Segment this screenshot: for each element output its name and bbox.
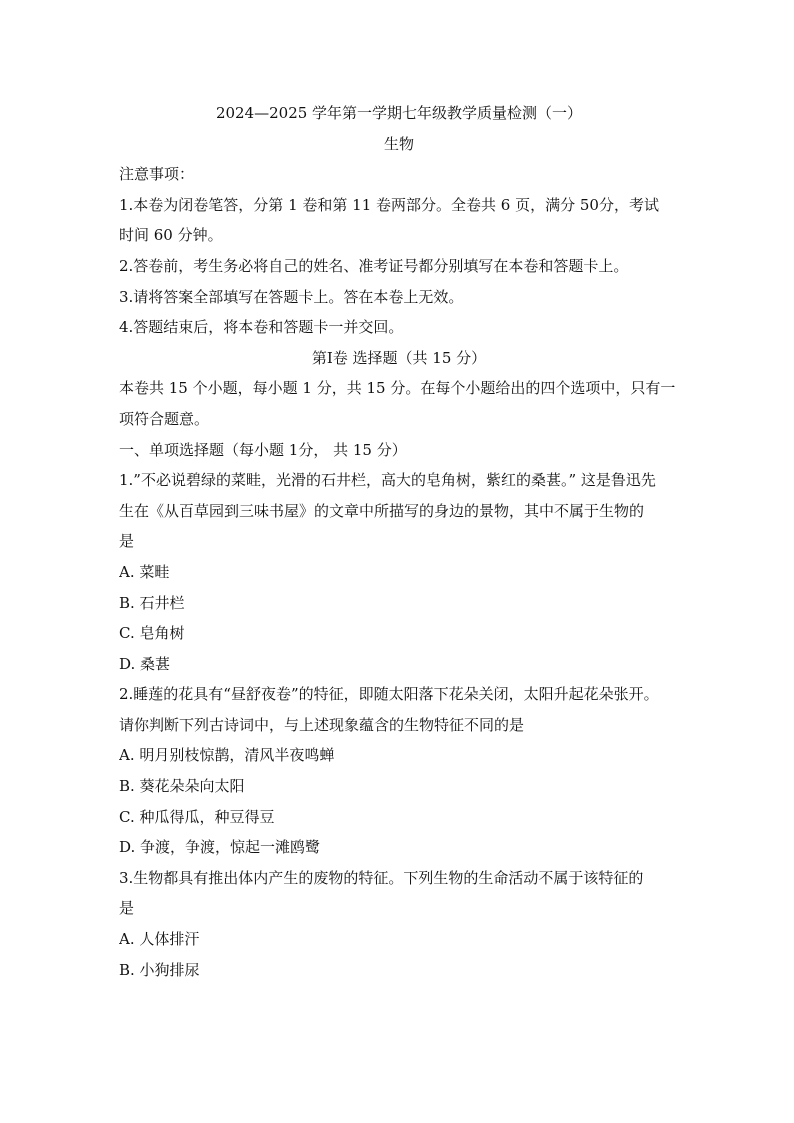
exam-title: 2024—2025 学年第一学期七年级教学质量检测（一） (215, 104, 583, 122)
question-2 (119, 679, 679, 863)
option-c: C. 种瓜得瓜，种豆得豆 (119, 807, 275, 826)
question-stem-line: 2.睡莲的花具有“昼舒夜卷”的特征，即随太阳落下花朵关闭，太阳升起花朵张开。 (119, 685, 659, 704)
option-d: D. 争渡，争渡，惊起一滩鸥鹭 (119, 838, 321, 857)
notice-line: 4.答题结束后，将本卷和答题卡一并交回。 (119, 318, 404, 337)
option-d: D. 桑葚 (119, 654, 171, 673)
question-stem-line: 3.生物都具有推出体内产生的废物的特征。下列生物的生命活动不属于该特征的 (119, 868, 644, 887)
notice-line: 时间 60 分钟。 (119, 226, 223, 245)
option-b: B. 石井栏 (119, 593, 185, 612)
option-b: B. 葵花朵朵向太阳 (119, 777, 245, 796)
option-a: A. 菜畦 (119, 562, 170, 581)
question-stem-line: 1.”不必说碧绿的菜畦，光滑的石井栏，高大的皂角树，紫红的桑葚。” 这是鲁迅先 (119, 471, 656, 490)
question-stem-line: 是 (119, 899, 135, 918)
section-intro-line: 本卷共 15 个小题，每小题 1 分，共 15 分。在每个小题给出的四个选项中，只有一 (119, 379, 676, 398)
option-a: A. 人体排汗 (119, 930, 200, 949)
question-stem-line: 是 (119, 532, 135, 551)
section-title: 第Ⅰ卷 选择题（共 15 分） (311, 348, 487, 367)
question-stem-line: 生在《从百草园到三味书屋》的文章中所描写的身边的景物，其中不属于生物的 (119, 501, 645, 520)
option-a: A. 明月别枝惊鹊，清风半夜鸣蝉 (119, 746, 335, 765)
question-3 (119, 863, 679, 985)
section-intro-line: 项符合题意。 (119, 409, 210, 428)
notice-line: 1.本卷为闭卷笔答，分第 1 卷和第 11 卷两部分。全卷共 6 页，满分 50分，考试 (119, 195, 659, 214)
part-heading: 一、单项选择题（每小题 1分， 共 15 分） (119, 440, 407, 459)
question-stem-line: 请你判断下列古诗词中，与上述现象蕴含的生物特征不同的是 (119, 715, 525, 734)
notice-line: 2.答卷前，考生务必将自己的姓名、准考证号都分别填写在本卷和答题卡上。 (119, 256, 629, 275)
notice-heading: 注意事项： (119, 165, 195, 184)
option-b: B. 小狗排尿 (119, 960, 200, 979)
question-1 (119, 465, 679, 679)
notice-line: 3.请将答案全部填写在答题卡上。答在本卷上无效。 (119, 287, 464, 306)
option-c: C. 皂角树 (119, 624, 185, 643)
subject-title: 生物 (383, 134, 414, 153)
